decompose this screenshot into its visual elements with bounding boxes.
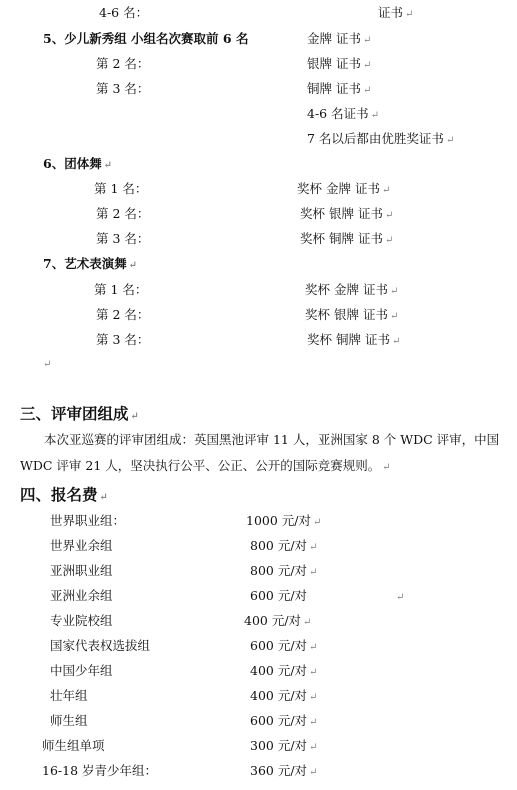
fee-row-name: 亚洲职业组 <box>50 563 113 578</box>
paragraph-mark: ↵ <box>309 542 318 553</box>
paragraph-mark: ↵ <box>445 135 455 146</box>
fee-row-name: 专业院校组 <box>50 613 113 628</box>
fee-row-amount: 400 元/对 ↵ <box>244 613 312 628</box>
group7-row-label: 第 3 名： <box>96 332 150 347</box>
paragraph-mark: ↵ <box>384 235 394 246</box>
paragraph-mark: ↵ <box>396 592 405 603</box>
paragraph-mark: ↵ <box>381 185 391 196</box>
group6-heading: 6、团体舞 ↵ <box>43 156 113 171</box>
group6-row-label: 第 2 名： <box>96 206 150 221</box>
fee-row-amount: 600 元/对 ↵ <box>250 713 318 728</box>
paragraph-mark: ↵ <box>43 359 52 370</box>
paragraph-mark: ↵ <box>389 311 399 322</box>
fee-row-amount: 360 元/对 ↵ <box>250 763 318 778</box>
paragraph-mark: ↵ <box>362 60 372 71</box>
fee-row-amount: 800 元/对 ↵ <box>250 563 318 578</box>
fee-row-amount: 600 元/对 ↵ <box>250 638 318 653</box>
jury-heading: 三、评审团组成 ↵ <box>20 404 139 423</box>
group7-row-label: 第 2 名： <box>96 307 150 322</box>
fee-row-name: 壮年组 <box>50 688 88 703</box>
paragraph-mark: ↵ <box>128 260 138 271</box>
jury-paragraph: 本次亚巡赛的评审团组成：英国黑池评审 11 人，亚洲国家 8 个 WDC 评审，中国 WDC 评审 21 人，坚决执行公平、公正、公开的国际竞赛规则。 ↵ <box>20 432 500 473</box>
fee-row-name: 世界业余组 <box>50 538 113 553</box>
paragraph-mark: ↵ <box>130 411 139 422</box>
paragraph-mark: ↵ <box>362 85 372 96</box>
group7-row-award: 奖杯 金牌 证书 ↵ <box>305 282 399 297</box>
paragraph-mark: ↵ <box>362 35 372 46</box>
paragraph-mark: ↵ <box>405 9 414 20</box>
group7-row-award: 奖杯 银牌 证书 ↵ <box>305 307 399 322</box>
fee-row-amount: 800 元/对 ↵ <box>250 538 318 553</box>
fee-row-amount: 300 元/对 ↵ <box>250 738 318 753</box>
fee-row-amount: 600 元/对 <box>250 588 308 603</box>
group7-heading: 7、艺术表演舞 ↵ <box>43 256 138 271</box>
group6-row-award: 奖杯 铜牌 证书 ↵ <box>300 231 394 246</box>
fee-row-name: 国家代表权选拔组 <box>50 638 151 653</box>
paragraph-mark: ↵ <box>309 667 318 678</box>
group5-second-award: 银牌 证书 ↵ <box>307 56 372 71</box>
award-label-4-6: 4-6 名： <box>99 5 149 20</box>
group7-row-label: 第 1 名： <box>94 282 148 297</box>
fee-row-name: 师生组 <box>50 713 88 728</box>
paragraph-mark: ↵ <box>391 336 401 347</box>
fee-row-name: 亚洲业余组 <box>50 588 113 603</box>
fees-heading: 四、报名费 ↵ <box>20 485 108 504</box>
fee-row-name: 16-18 岁青少年组： <box>42 763 158 778</box>
group5-third-label: 第 3 名： <box>96 81 150 96</box>
paragraph-mark: ↵ <box>303 617 312 628</box>
group6-row-label: 第 3 名： <box>96 231 150 246</box>
fee-row-amount: 1000 元/对 ↵ <box>246 513 322 528</box>
paragraph-mark: ↵ <box>103 160 113 171</box>
group5-second-label: 第 2 名： <box>96 56 150 71</box>
group6-row-label: 第 1 名： <box>94 181 148 196</box>
group6-row-award: 奖杯 银牌 证书 ↵ <box>300 206 394 221</box>
paragraph-mark: ↵ <box>309 742 318 753</box>
paragraph-mark: ↵ <box>309 642 318 653</box>
fee-row-amount: 400 元/对 ↵ <box>250 663 318 678</box>
fee-row-amount: 400 元/对 ↵ <box>250 688 318 703</box>
award-value-4-6: 证书 ↵ <box>378 5 414 20</box>
paragraph-mark: ↵ <box>384 210 394 221</box>
group5-first-award: 金牌 证书 ↵ <box>307 31 372 46</box>
paragraph-mark: ↵ <box>309 567 318 578</box>
fee-row-name: 世界职业组： <box>50 513 126 528</box>
paragraph-mark: ↵ <box>309 717 318 728</box>
group5-heading: 5、少儿新秀组 小组名次赛取前 6 名 <box>43 31 249 46</box>
paragraph-mark: ↵ <box>309 767 318 778</box>
paragraph-mark: ↵ <box>99 492 108 503</box>
paragraph-mark: ↵ <box>309 692 318 703</box>
paragraph-mark: ↵ <box>370 110 379 121</box>
group5-third-award: 铜牌 证书 ↵ <box>307 81 372 96</box>
group7-row-award: 奖杯 铜牌 证书 ↵ <box>307 332 401 347</box>
paragraph-mark: ↵ <box>313 517 322 528</box>
fee-row-name: 中国少年组 <box>50 663 113 678</box>
group5-seventh-plus: 7 名以后都由优胜奖证书 ↵ <box>307 131 455 146</box>
group6-row-award: 奖杯 金牌 证书 ↵ <box>297 181 391 196</box>
paragraph-mark: ↵ <box>382 462 391 473</box>
paragraph-mark: ↵ <box>389 286 399 297</box>
group5-fourth-sixth: 4-6 名证书 ↵ <box>307 106 379 121</box>
fee-row-name: 师生组单项 <box>42 738 105 753</box>
